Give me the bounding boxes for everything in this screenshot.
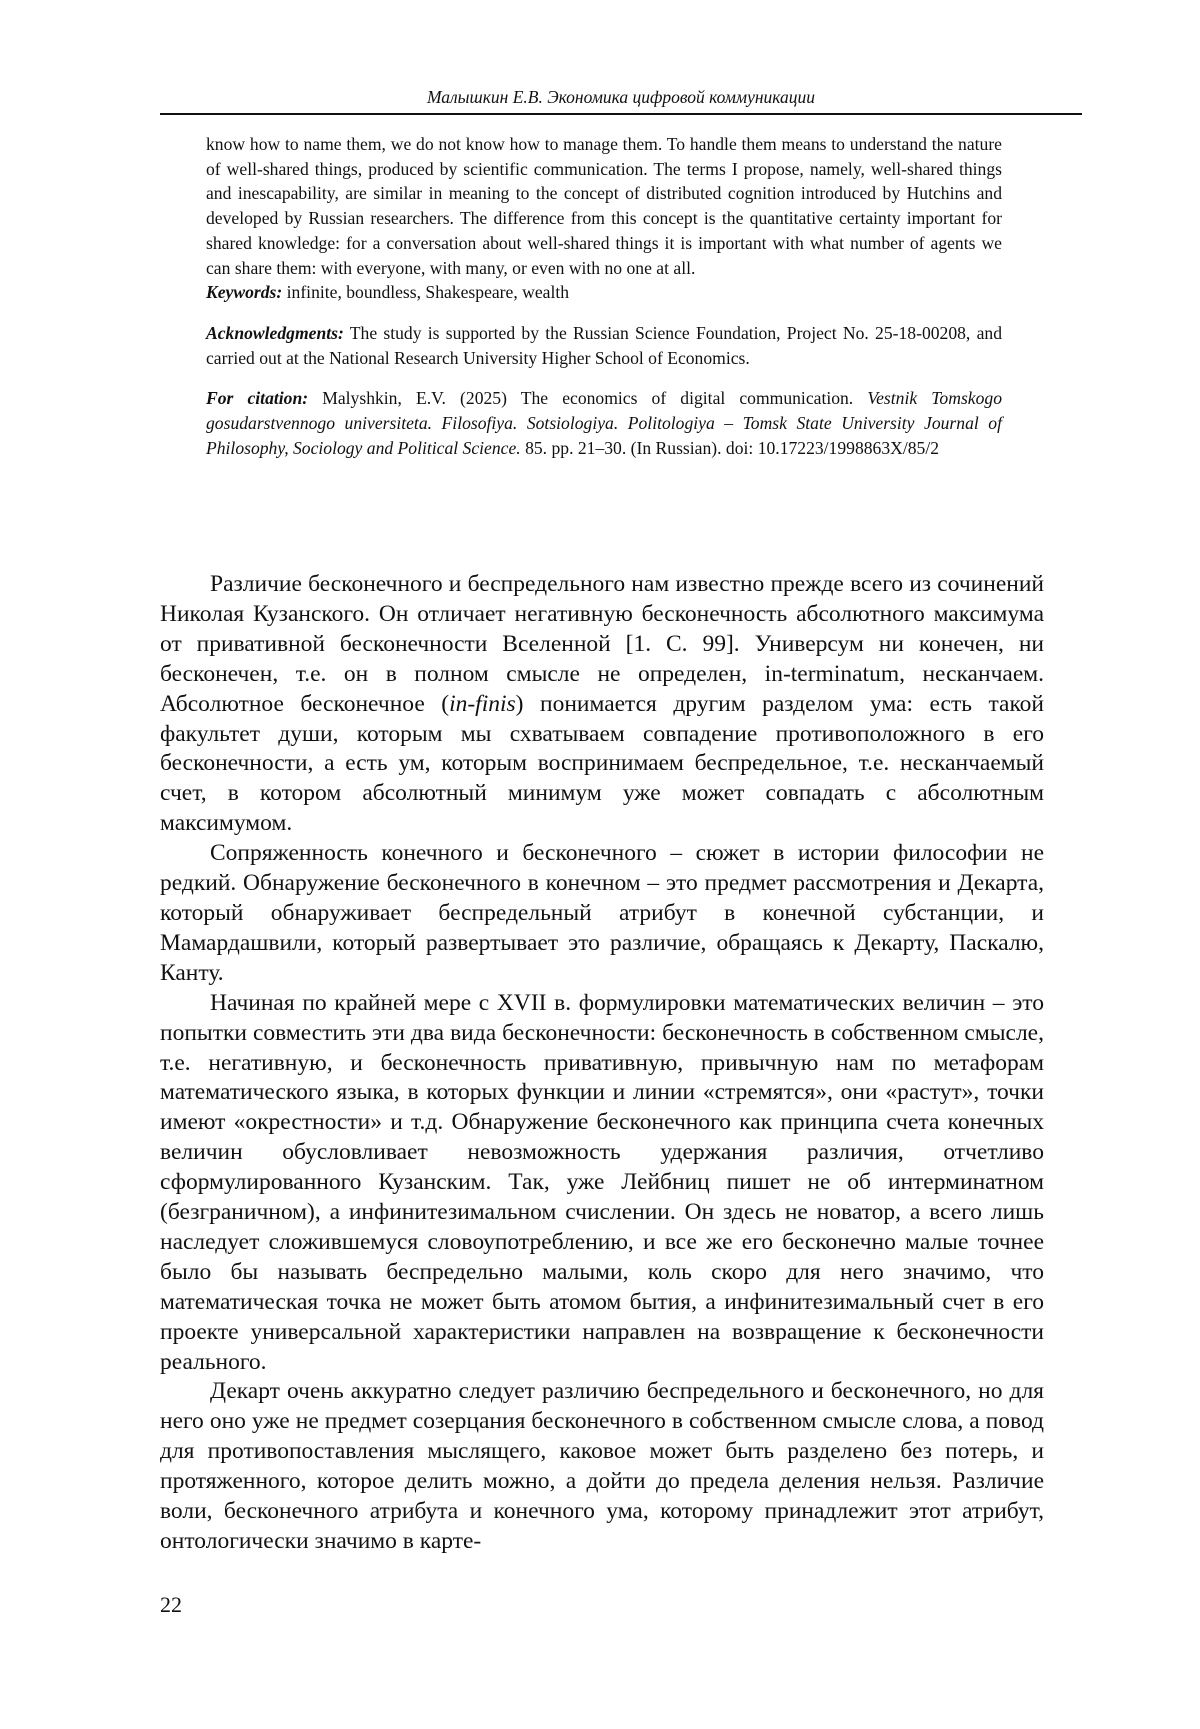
acknowledgments-label: Acknowledgments: — [206, 322, 344, 343]
citation — [206, 386, 1002, 460]
citation-author: Malyshkin, E.V. (2025) The economics of digital communication. — [322, 388, 854, 409]
paragraph-1-latin-term: in-finis — [449, 690, 516, 717]
citation-journal: Vestnik Tomskogo gosudarstvennogo universiteta. Filosofiya. Sotsiologiya. Politologiya – Tomsk State University Journal of Philosophy, Sociology and Political Science. — [206, 388, 1002, 458]
paragraph-1-part-b: ) понимается другим разделом ума: есть такой факультет души, которым мы схватываем совпадение противоположного в его бесконечности, а есть ум, которым воспринимаем беспредельное, т.е. несканчаемый счет, в котором абсолютный минимум уже может совпадать с абсолютным максимумом. — [160, 690, 1044, 837]
paragraph-3: Начиная по крайней мере с XVII в. формулировки математических величин – это попытки совместить эти два вида бесконечности: бесконечность в собственном смысле, т.е. негативную, и бесконечность привативную, привычную нам по метафорам математического языка, в которых функции и линии «стремятся», они «растут», точки имеют «окрестности» и т.д. Обнаружение бесконечного как принципа счета конечных величин обусловливает невозможность удержания различия, отчетливо сформулированного Кузанским. Так, уже Лейбниц пишет не об интерминатном (безграничном), а инфинитезимальном счислении. Он здесь не новатор, а всего лишь наследует сложившемуся словоупотреблению, и все же его бесконечно малые точнее было бы называть беспредельно малыми, коль скоро для него значимо, что математическая точка не может быть атомом бытия, а инфинитезимальный счет в его проекте универсальной характеристики направлен на возвращение к бесконечности реального. — [160, 989, 1044, 1375]
header-rule — [160, 113, 1082, 115]
keywords-label: Keywords: — [206, 282, 283, 303]
paragraph-4: Декарт очень аккуратно следует различию беспредельного и бесконечного, но для него оно уже не предмет созерцания бесконечного в собственном смысле слова, а повод для противопоставления мыслящего, каковое может быть разделено без потерь, и протяженного, которое делить можно, а дойти до предела деления нельзя. Различие воли, бесконечного атрибута и конечного ума, которому принадлежит этот атрибут, онтологически значимо в карте- — [160, 1378, 1044, 1554]
english-abstract — [206, 132, 1002, 460]
keywords — [206, 280, 1002, 305]
citation-label: For citation: — [206, 388, 309, 409]
paragraph-2: Сопряженность конечного и бесконечного – сюжет в истории философии не редкий. Обнаружение бесконечного в конечном – это предмет рассмотрения и Декарта, который обнаруживает беспредельный атрибут в конечной субстанции, и Мамардашвили, который развертывает это различие, обращаясь к Декарту, Паскалю, Канту. — [160, 840, 1044, 986]
running-title: Малышкин Е.В. Экономика цифровой коммуникации — [426, 87, 816, 107]
acknowledgments-text: The study is supported by the Russian Science Foundation, Project No. 25-18-00208, and carried out at the National Research University Higher School of Economics. — [206, 322, 1002, 368]
paragraph-1-part-a: Различие бесконечного и беспредельного нам известно прежде всего из сочинений Николая Кузанского. Он отличает негативную бесконечность абсолютного максимума от привативной бесконечности Вселенной [1. С. 99]. Универсум ни конечен, ни бесконечен, т.е. он в полном смысле не определен, in-terminatum, несканчаем. Абсолютное бесконечное ( — [160, 571, 1044, 717]
article-body — [160, 570, 1044, 1557]
abstract-continuation: know how to name them, we do not know how to manage them. To handle them means to understand the nature of well-shared things, produced by scientific communication. The terms I propose, namely, well-shared things and inescapability, are similar in meaning to the concept of distributed cognition introduced by Hutchins and developed by Russian researchers. The difference from this concept is the quantitative certainty important for shared knowledge: for a conversation about well-shared things it is important with what number of agents we can share them: with everyone, with many, or even with no one at all. — [206, 134, 1002, 278]
keywords-text: infinite, boundless, Shakespeare, wealth — [286, 282, 570, 303]
citation-tail: 85. pp. 21–30. (In Russian). doi: 10.17223/1998863X/85/2 — [525, 437, 940, 458]
page-number: 22 — [160, 1592, 182, 1617]
paragraph-1 — [160, 570, 1044, 839]
acknowledgments — [206, 321, 1002, 370]
